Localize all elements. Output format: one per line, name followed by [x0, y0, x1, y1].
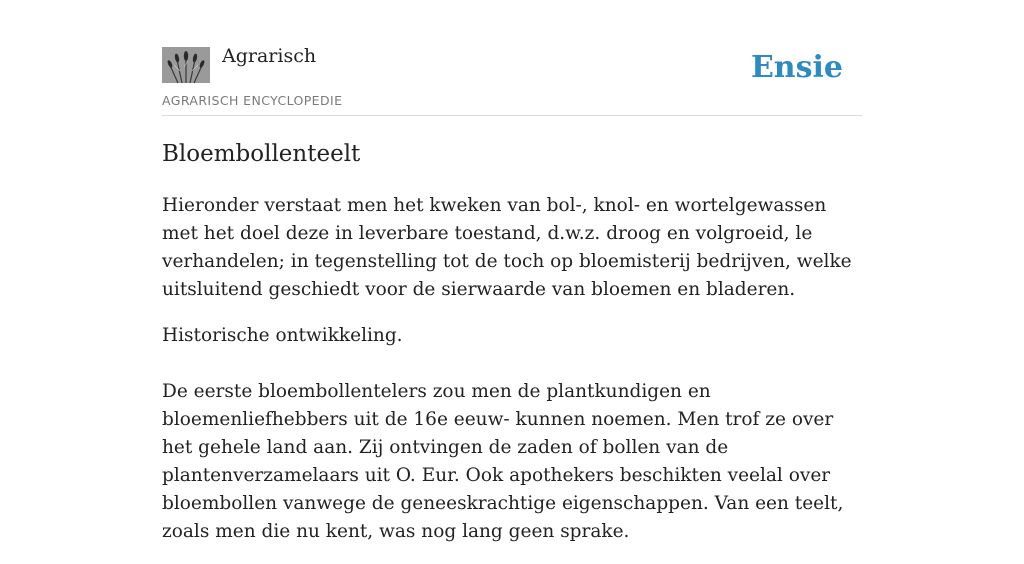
section-text: De eerste bloembollentelers zou men de plantkundigen en bloemenliefhebbers uit de 16e eeuw- kunnen noemen. Men trof ze over het gehele land aan. Zij ontvingen de zaden of bollen van de plantenverzamelaars uit O. Eur. Ook apothekers beschikten veelal over bloembollen vanwege de geneeskrachtige eigenschappen. Van een teelt, zoals men die nu kent, was nog lang geen sprake. [162, 381, 844, 542]
article-content [162, 138, 862, 564]
source-name[interactable]: Agrarisch [222, 45, 317, 67]
section-heading: Historische ontwikkeling. [162, 325, 403, 346]
article-title: Bloembollenteelt [162, 141, 361, 167]
article-intro: Hieronder verstaat men het kweken van bol-, knol- en wortelgewassen met het doel deze in leverbare toestand, d.w.z. droog en volgroeid, le verhandelen; in tegenstelling tot de toch op bloemisterij bedrijven, welke uitsluitend geschiedt voor de sierwaarde van bloemen en bladeren. [162, 195, 852, 300]
source-subtitle: AGRARISCH ENCYCLOPEDIE [162, 93, 343, 108]
wheat-ears-icon[interactable] [162, 47, 210, 83]
brand-logo[interactable]: Ensie [750, 50, 843, 85]
header [162, 0, 862, 116]
